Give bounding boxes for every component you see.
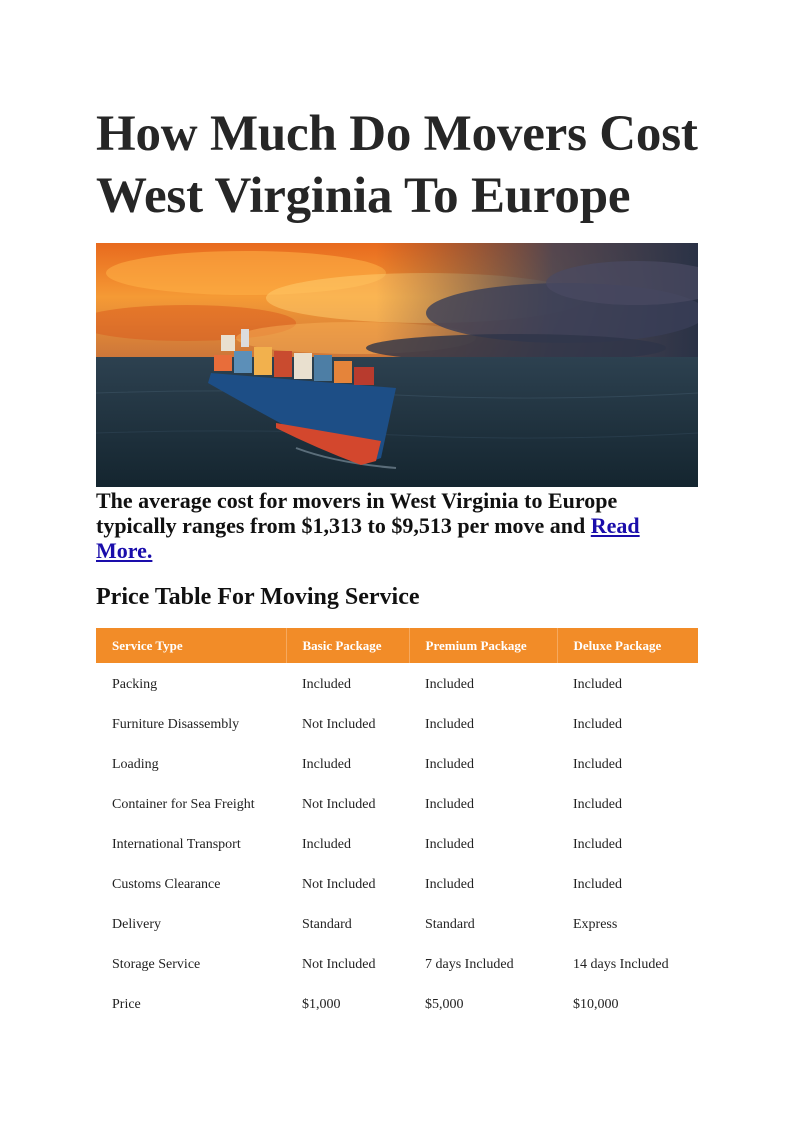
cell-basic: Included — [302, 677, 351, 692]
cell-deluxe: Included — [573, 837, 622, 852]
cell-basic: Standard — [302, 917, 352, 932]
cell-service: Container for Sea Freight — [112, 797, 255, 812]
table-row — [96, 785, 698, 825]
header-basic-package: Basic Package — [286, 628, 409, 663]
cell-deluxe: Included — [573, 757, 622, 772]
cell-service: Loading — [112, 757, 159, 772]
price-table — [96, 628, 698, 1025]
cell-basic: $1,000 — [302, 997, 341, 1012]
container-ship-illustration — [96, 243, 698, 487]
title-line-1: How Much Do Movers Cost — [96, 106, 698, 162]
cell-service: Packing — [112, 677, 158, 692]
article — [96, 0, 698, 1012]
table-header-row — [96, 628, 698, 663]
table-row — [96, 825, 698, 865]
cell-deluxe: Included — [573, 797, 622, 812]
header-premium-package: Premium Package — [409, 628, 557, 663]
cell-basic: Not Included — [302, 957, 376, 972]
cell-deluxe: Included — [573, 877, 622, 892]
intro-paragraph — [96, 488, 698, 563]
cell-deluxe: Express — [573, 917, 618, 932]
cell-service: Price — [112, 997, 141, 1012]
cell-basic: Not Included — [302, 877, 376, 892]
cell-deluxe: $10,000 — [573, 997, 619, 1012]
cell-basic: Included — [302, 837, 351, 852]
cell-deluxe: Included — [573, 677, 622, 692]
cell-premium: $5,000 — [425, 997, 464, 1012]
cell-premium: Included — [425, 837, 474, 852]
cell-service: Customs Clearance — [112, 877, 221, 892]
cell-premium: Included — [425, 877, 474, 892]
cell-premium: Included — [425, 717, 474, 732]
table-row — [96, 865, 698, 905]
cell-deluxe: 14 days Included — [573, 957, 669, 972]
cell-service: Furniture Disassembly — [112, 717, 240, 732]
table-row — [96, 663, 698, 705]
cell-premium: Included — [425, 677, 474, 692]
cell-service: Storage Service — [112, 957, 201, 972]
cell-premium: Standard — [425, 917, 475, 932]
cell-premium: Included — [425, 797, 474, 812]
section-title: Price Table For Moving Service — [96, 584, 420, 610]
table-row — [96, 905, 698, 945]
table-row — [96, 945, 698, 985]
cell-basic: Not Included — [302, 717, 376, 732]
cell-premium: 7 days Included — [425, 957, 514, 972]
hero-image — [96, 243, 698, 487]
table-row — [96, 985, 698, 1025]
cell-deluxe: Included — [573, 717, 622, 732]
cell-service: Delivery — [112, 917, 161, 932]
table-row — [96, 705, 698, 745]
cell-basic: Not Included — [302, 797, 376, 812]
page-title — [96, 0, 698, 227]
header-deluxe-package: Deluxe Package — [557, 628, 698, 663]
header-service-type: Service Type — [96, 628, 286, 663]
cell-basic: Included — [302, 757, 351, 772]
intro-text: The average cost for movers in West Virginia to Europe typically ranges from $1,313 to $9,513 per move and — [96, 488, 618, 538]
table-row — [96, 745, 698, 785]
cell-premium: Included — [425, 757, 474, 772]
read-more-link[interactable]: Read More. — [96, 513, 640, 563]
cell-service: International Transport — [112, 837, 241, 852]
title-line-2: West Virginia To Europe — [96, 168, 631, 224]
